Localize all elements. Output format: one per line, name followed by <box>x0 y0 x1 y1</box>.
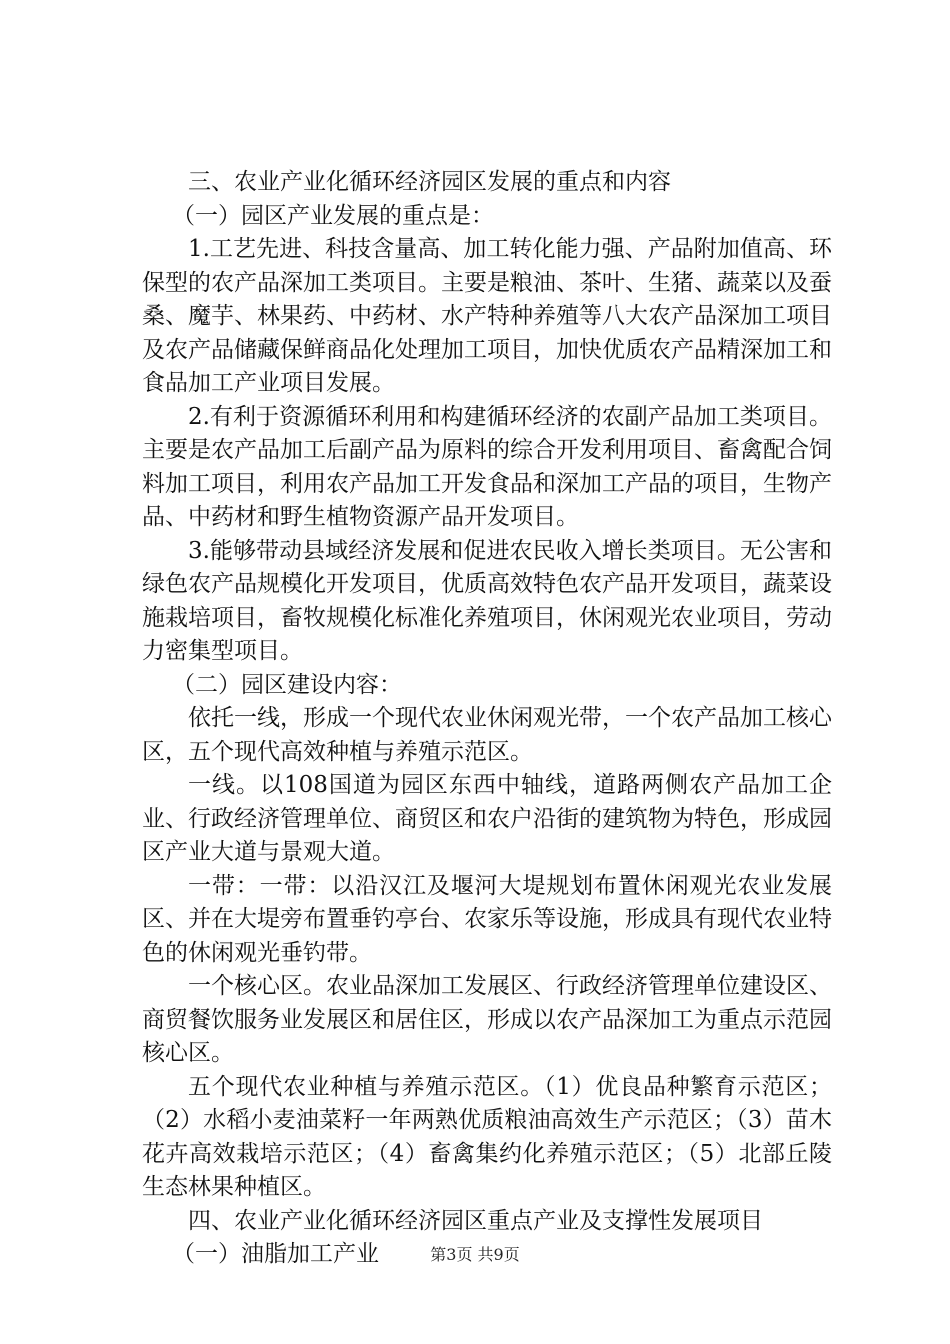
section-heading-4: 四、农业产业化循环经济园区重点产业及支撑性发展项目 <box>188 1207 763 1234</box>
document-body <box>142 166 832 1272</box>
paragraph-core-zone: 一个核心区。农业品深加工发展区、行政经济管理单位建设区、商贸餐饮服务业发展区和居住区，形成以农产品深加工为重点示范园核心区。 <box>142 973 832 1066</box>
subsection-heading-focus: （一）园区产业发展的重点是： <box>172 202 494 229</box>
paragraph-item-1: 1.工艺先进、科技含量高、加工转化能力强、产品附加值高、环保型的农产品深加工类项目。主要是粮油、茶叶、生猪、蔬菜以及蚕桑、魔芋、林果药、中药材、水产特种养殖等八大农产品深加工项目及农产品储藏保鲜商品化处理加工项目，加快优质农产品精深加工和食品加工产业项目发展。 <box>142 236 832 396</box>
paragraph-demo-zones: 五个现代农业种植与养殖示范区。（1）优良品种繁育示范区；（2）水稻小麦油菜籽一年两熟优质粮油高效生产示范区；（3）苗木花卉高效栽培示范区；（4）畜禽集约化养殖示范区；（5）北部丘陵生态林果种植区。 <box>142 1073 832 1200</box>
page-footer: 第3页 共9页 <box>430 1245 520 1264</box>
paragraph-line: 一线。以108国道为园区东西中轴线，道路两侧农产品加工企业、行政经济管理单位、商贸区和农户沿街的建筑物为特色，形成园区产业大道与景观大道。 <box>142 772 832 865</box>
subsection-heading-oil: （一）油脂加工产业 <box>172 1241 379 1267</box>
paragraph-overview: 依托一线，形成一个现代农业休闲观光带，一个农产品加工核心区，五个现代高效种植与养殖示范区。 <box>142 705 832 765</box>
subsection-heading-construction: （二）园区建设内容： <box>172 671 402 698</box>
paragraph-item-2: 2.有利于资源循环利用和构建循环经济的农副产品加工类项目。主要是农产品加工后副产品为原料的综合开发利用项目、畜禽配合饲料加工项目，利用农产品加工开发食品和深加工产品的项目，生物产品、中药材和野生植物资源产品开发项目。 <box>142 403 832 530</box>
paragraph-belt: 一带：一带：以沿汉江及堰河大堤规划布置休闲观光农业发展区、并在大堤旁布置垂钓亭台、农家乐等设施，形成具有现代农业特色的休闲观光垂钓带。 <box>142 872 832 966</box>
paragraph-item-3: 3.能够带动县域经济发展和促进农民收入增长类项目。无公害和绿色农产品规模化开发项目，优质高效特色农产品开发项目，蔬菜设施栽培项目，畜牧规模化标准化养殖项目，休闲观光农业项目，劳动力密集型项目。 <box>142 537 832 664</box>
section-heading-3: 三、农业产业化循环经济园区发展的重点和内容 <box>188 169 671 195</box>
